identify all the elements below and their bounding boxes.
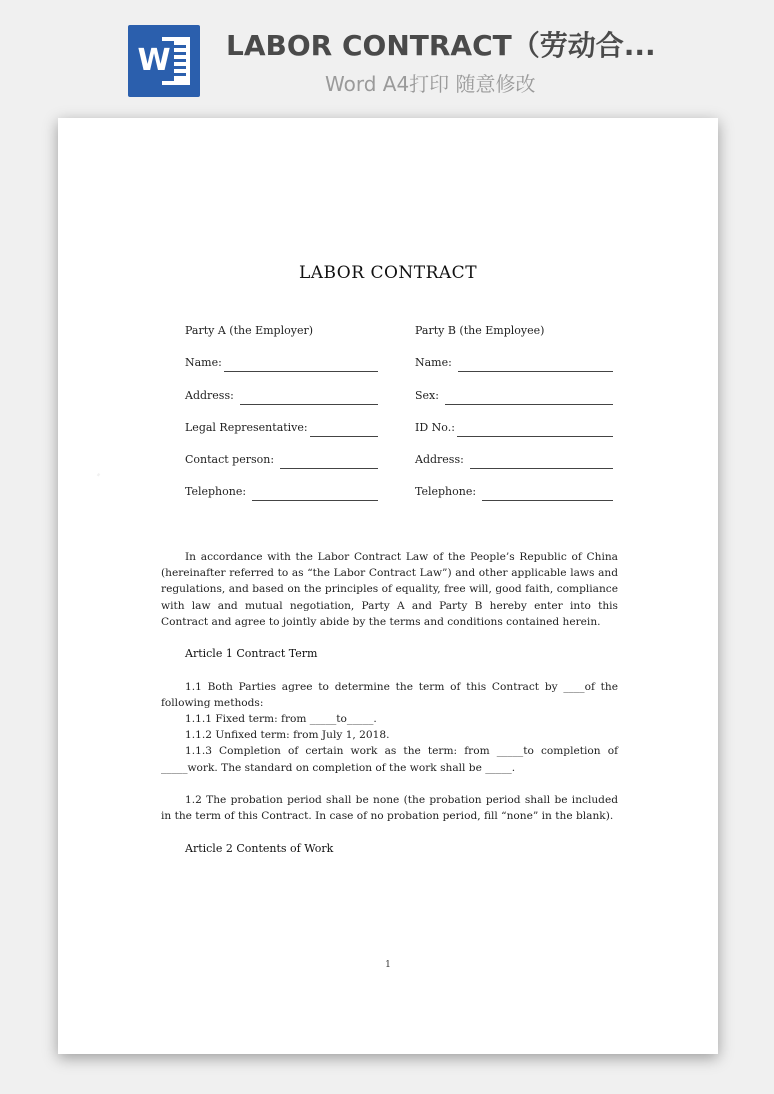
- party-b-sex-field[interactable]: Sex:: [415, 372, 613, 404]
- party-a-column: [185, 322, 378, 501]
- party-a-contact-field[interactable]: Contact person:: [185, 437, 378, 469]
- party-b-heading: Party B (the Employee): [415, 324, 545, 337]
- word-icon-letter: W: [134, 41, 174, 81]
- page-number: 1: [385, 960, 391, 970]
- clause-1-1-2: 1.1.2 Unfixed term: from July 1, 2018.: [185, 729, 390, 742]
- clause-1-2: 1.2 The probation period shall be none (the probation period shall be included in the term of this Contract. In case of no probation period, fill “none” in the blank).: [161, 794, 618, 823]
- party-a-legal-rep-field[interactable]: Legal Representative:: [185, 405, 378, 437]
- clause-1-1-3: 1.1.3 Completion of certain work as the term: from _____to completion of _____work. The standard on completion of the work shall be _____.: [161, 745, 618, 774]
- party-a-address-field[interactable]: Address:: [185, 372, 378, 404]
- document-subtitle: Word A4打印 随意修改: [325, 72, 536, 96]
- party-b-address-field[interactable]: Address:: [415, 437, 613, 469]
- party-a-name-field[interactable]: Name:: [185, 340, 378, 372]
- word-document-icon: [128, 25, 200, 97]
- party-a-heading: Party A (the Employer): [185, 324, 314, 337]
- party-b-telephone-field[interactable]: Telephone:: [415, 469, 613, 501]
- intro-paragraph: In accordance with the Labor Contract Law of the People’s Republic of China (hereinafter referred to as “the Labor Contract Law”) and other applicable laws and regulations, and based on the principles of equality, free will, good faith, compliance with law and mutual negotiation, Party A and Party B hereby enter into this Contract and agree to jointly abide by the terms and conditions contained herein.: [161, 551, 618, 628]
- party-b-name-field[interactable]: Name:: [415, 340, 613, 372]
- document-page: . LABOR CONTRACT Party A (the Employer) Name: Address: Legal Representative: Contact person: Telephone: Party B (the Employee) Name: Sex: ID No.: Address: Telephone: In accordance with the Labor Contract Law of the People’s Republic of China (hereinafter referred to as “the Labor Contract Law”) and other applicable laws and regulations, and based on the principles of equality, free will, good faith, compliance with law and mutual negotiation, Party A and Party B hereby enter into this Contract and agree to jointly abide by the terms and conditions contained herein. Article 1 Contract Term 1.1 Both Parties agree to determine the term of this Contract by ____of the following methods: 1.1.1 Fixed term: from _____to_____. 1.1.2 Unfixed term: from July 1, 2018. 1.1.3 Completion of certain work as the term: from _____to completion of _____work. The standard on completion of the work shall be _____. 1.2 The probation period shall be none (the probation period shall be included in the term of this Contract. In case of no probation period, fill “none” in the blank). Article 2 Contents of Work 1: [58, 118, 718, 1054]
- party-b-id-field[interactable]: ID No.:: [415, 405, 613, 437]
- article-1-heading: Article 1 Contract Term: [185, 647, 318, 661]
- clause-1-1-1: 1.1.1 Fixed term: from _____to_____.: [185, 713, 377, 725]
- document-title-heading: LABOR CONTRACT（劳动合...: [226, 29, 656, 62]
- article-2-heading: Article 2 Contents of Work: [185, 841, 334, 855]
- preview-header: [0, 0, 774, 110]
- party-b-column: [415, 322, 613, 501]
- contract-title: LABOR CONTRACT: [298, 263, 478, 283]
- clause-1-1: 1.1 Both Parties agree to determine the term of this Contract by ____of the following methods:: [161, 680, 618, 709]
- party-a-telephone-field[interactable]: Telephone:: [185, 469, 378, 501]
- contract-body: [161, 549, 618, 857]
